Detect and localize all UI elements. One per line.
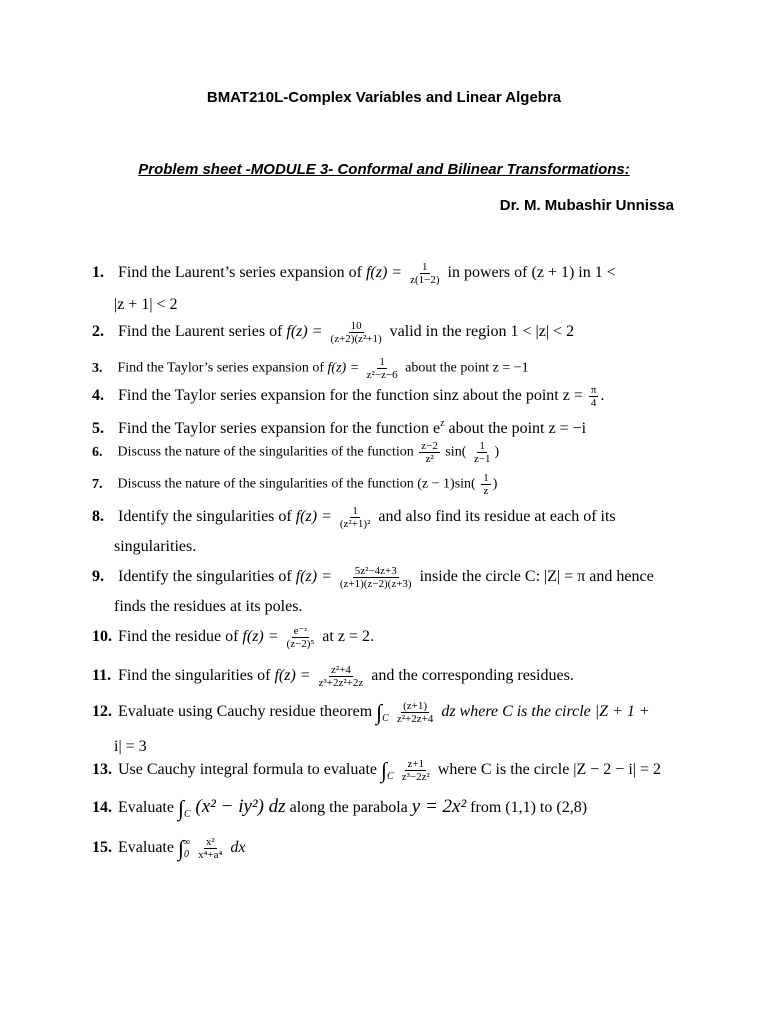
- problem-text: Find the Taylor’s series expansion of: [117, 360, 328, 376]
- problem-number: 14.: [92, 799, 112, 816]
- problem-text: Discuss the nature of the singularities of the function (z − 1)sin(: [117, 476, 476, 492]
- course-title: BMAT210L-Complex Variables and Linear Algebra: [206, 89, 562, 106]
- problem-text: Discuss the nature of the singularities of the function: [117, 444, 418, 460]
- problem-text: (z+2)(z²+1): [330, 333, 382, 345]
- problem-number: 4.: [92, 387, 104, 405]
- problem-text: Find the singularities of: [118, 667, 275, 685]
- problem-number: 9.: [92, 568, 104, 586]
- integral-sign: ∫: [376, 699, 383, 725]
- problem-text: 1: [479, 440, 485, 452]
- problem-number: 15.: [92, 839, 112, 856]
- problem-13: [92, 758, 672, 788]
- problem-number: 5.: [92, 420, 104, 437]
- problem-text: (z−2)⁵: [286, 638, 315, 650]
- problem-text: Evaluate: [118, 839, 178, 856]
- fraction: [589, 384, 599, 409]
- fraction: [419, 440, 440, 465]
- problem-text: y = 2x²: [411, 796, 467, 817]
- problem-text: Find the residue of: [118, 628, 243, 646]
- problem-text: z−1: [473, 453, 491, 465]
- problem-text: at z = 2.: [318, 628, 374, 646]
- problem-text: (z+1)(z−2)(z+3): [339, 578, 412, 590]
- fraction: [285, 625, 317, 650]
- problem-continuation: i| = 3: [114, 738, 147, 756]
- problem-number: 3.: [92, 360, 103, 376]
- fraction: [338, 505, 373, 530]
- problem-number: 11.: [92, 667, 112, 685]
- problem-text: Identify the singularities of: [118, 508, 296, 526]
- problem-number: 2.: [92, 323, 104, 341]
- problem-text: f(z) =: [365, 264, 403, 282]
- fraction: [365, 356, 400, 381]
- problem-text: along the parabola: [285, 799, 412, 816]
- problem-8: [92, 505, 672, 558]
- fraction: [481, 472, 491, 497]
- problem-text: C: [184, 809, 191, 820]
- problem-text: 4: [590, 397, 597, 409]
- problem-text: and also find its residue at each of its: [378, 508, 616, 526]
- problem-text: from (1,1) to (2,8): [466, 799, 588, 816]
- problem-text: z²: [425, 453, 434, 465]
- fraction: [408, 261, 441, 286]
- fraction: [472, 440, 493, 465]
- problem-text: and the corresponding residues.: [367, 667, 574, 685]
- problem-text: f(z) =: [295, 508, 332, 526]
- problem-continuation: |z + 1| < 2: [114, 296, 178, 313]
- problem-text: Evaluate using Cauchy residue theorem: [118, 703, 377, 721]
- problem-continuation: singularities.: [114, 538, 197, 555]
- problem-text: z(1−2): [410, 274, 440, 286]
- sheet-title: Problem sheet -MODULE 3- Conformal and Bilinear Transformations:: [138, 161, 630, 178]
- problem-15: [92, 832, 672, 866]
- problem-1: [92, 261, 672, 316]
- problem-text: ∞: [183, 837, 191, 848]
- problem-text: z²+2z+4: [396, 713, 434, 725]
- fraction: [317, 664, 366, 689]
- problem-text: sin(: [445, 444, 467, 460]
- fraction: [329, 320, 384, 345]
- integral-sign: ∫: [381, 757, 388, 783]
- problem-text: π: [590, 384, 597, 396]
- problem-text: ): [494, 444, 500, 460]
- fraction: [395, 700, 435, 725]
- problem-9: [92, 565, 672, 618]
- fraction: [400, 758, 432, 783]
- problem-text: f(z) =: [242, 628, 279, 646]
- problem-text: in powers of (z + 1) in 1 <: [447, 264, 616, 282]
- problem-text: e⁻ᶻ: [293, 625, 308, 637]
- problem-text: z²+4: [330, 664, 351, 676]
- problem-10: [92, 625, 672, 650]
- problem-text: z³−2z²: [401, 771, 430, 783]
- problem-text: x⁴+a⁴: [198, 848, 223, 861]
- problem-text: z: [440, 418, 445, 429]
- problem-text: inside the circle C: |Z| = π and hence: [419, 568, 654, 586]
- problem-text: valid in the region 1 < |z| < 2: [389, 323, 575, 341]
- problem-number: 10.: [92, 628, 112, 646]
- problem-6: [92, 440, 672, 465]
- problem-text: dx: [226, 839, 246, 856]
- author-name: Dr. M. Mubashir Unnissa: [499, 197, 674, 214]
- problem-text: Find the Laurent’s series expansion of: [118, 264, 366, 282]
- problem-text: (z+1): [403, 700, 428, 712]
- integral-sign: ∫: [177, 795, 184, 821]
- problem-number: 6.: [92, 444, 103, 460]
- problem-12: [92, 700, 672, 758]
- problem-text: 1: [422, 261, 428, 273]
- problem-text: Identify the singularities of: [118, 568, 296, 586]
- problem-text: (z²+1)²: [339, 518, 371, 530]
- problem-number: 7.: [92, 476, 103, 492]
- problem-text: dz where C is the circle |Z + 1 +: [437, 703, 650, 721]
- problem-text: f(z) =: [327, 360, 360, 376]
- problem-text: x²: [205, 835, 215, 848]
- problem-text: ): [492, 476, 498, 492]
- problem-text: C: [387, 771, 394, 783]
- problem-text: (x² − iy²) dz: [190, 796, 286, 817]
- problem-text: 1: [352, 505, 358, 517]
- problem-text: 1: [483, 472, 489, 484]
- problem-text: Find the Taylor series expansion for the function e: [118, 420, 441, 437]
- problem-7: [92, 472, 672, 497]
- problem-text: Find the Laurent series of: [118, 323, 287, 341]
- problem-text: Evaluate: [118, 799, 178, 816]
- problem-5: [92, 413, 672, 440]
- problem-text: z: [483, 485, 489, 497]
- problem-text: Find the Taylor series expansion for the function sinz about the point z =: [118, 387, 587, 405]
- problem-continuation: finds the residues at its poles.: [114, 598, 303, 615]
- problem-number: 8.: [92, 508, 104, 526]
- problem-text: f(z) =: [295, 568, 332, 586]
- problem-text: 0: [184, 849, 189, 860]
- problem-14: [92, 796, 672, 826]
- problem-text: .: [600, 387, 605, 405]
- problem-text: 10: [350, 320, 362, 332]
- problem-11: [92, 664, 672, 689]
- problem-text: C: [382, 713, 389, 725]
- problem-text: f(z) =: [274, 667, 311, 685]
- problem-text: 5z²−4z+3: [354, 565, 397, 577]
- problem-text: z+1: [407, 758, 425, 770]
- problem-2: [92, 320, 672, 345]
- integral-sign: ∫: [177, 835, 184, 861]
- problem-number: 1.: [92, 264, 104, 282]
- problem-text: where C is the circle |Z − 2 − i| = 2: [433, 761, 661, 779]
- problem-text: 1: [379, 356, 385, 368]
- fraction: [338, 565, 414, 590]
- problem-text: about the point z = −1: [405, 360, 529, 376]
- problem-4: [92, 384, 672, 409]
- problem-3: [92, 356, 672, 381]
- problem-text: f(z) =: [286, 323, 323, 341]
- problem-number: 12.: [92, 703, 112, 721]
- fraction: [196, 836, 224, 861]
- problem-text: z³+2z²+2z: [318, 677, 364, 689]
- problem-text: z−2: [421, 440, 438, 452]
- problem-number: 13.: [92, 761, 112, 779]
- problem-text: about the point z = −i: [444, 420, 587, 437]
- problem-text: z²−z−6: [366, 369, 398, 381]
- problem-text: Use Cauchy integral formula to evaluate: [118, 761, 382, 779]
